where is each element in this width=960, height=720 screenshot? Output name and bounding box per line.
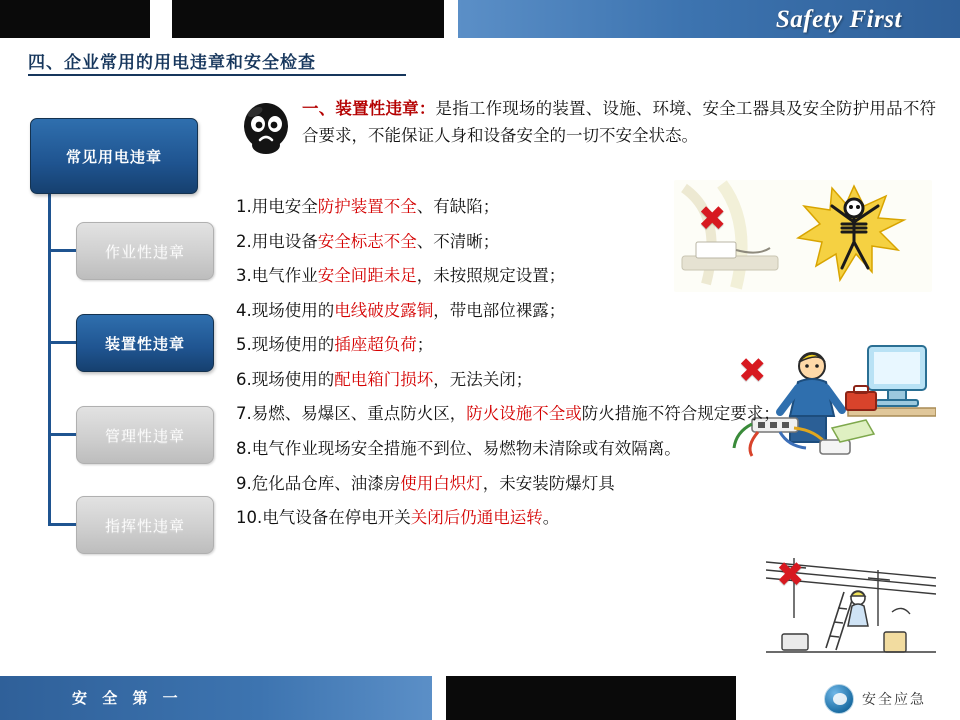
item-text-pre: 电气作业: [251, 266, 318, 286]
nav-connector-branch: [48, 523, 76, 526]
wechat-badge: [824, 684, 926, 714]
item-number: 4.: [236, 300, 252, 320]
nav-connector-branch: [48, 341, 76, 344]
item-text-post: ，带电部位裸露；: [433, 300, 566, 320]
nav-connector-branch: [48, 433, 76, 436]
page-title: 四、企业常用的用电违章和安全检查: [28, 53, 316, 73]
item-text-pre: 现场使用的: [251, 300, 335, 320]
item-number: 3.: [236, 266, 252, 286]
item-text-pre: 现场使用的: [251, 335, 335, 355]
cross-mark-icon: ✖: [698, 199, 727, 239]
footer-gap: [432, 676, 446, 720]
sidebar-item-management[interactable]: [76, 406, 214, 464]
header-gap-one: [150, 0, 172, 38]
item-text-highlight: 安全标志不全: [317, 231, 417, 251]
item-text-pre: 现场使用的: [251, 369, 335, 389]
wechat-label: 安全应急: [862, 692, 926, 708]
page-footer: [0, 676, 960, 720]
item-number: 6.: [236, 369, 252, 389]
intro-paragraph: [302, 96, 936, 149]
item-text-pre: 用电设备: [251, 231, 318, 251]
item-text-post: 防火措施不符合规定要求；: [581, 404, 780, 424]
item-number: 1.: [236, 197, 252, 216]
skull-icon: [238, 100, 294, 156]
sidebar-item-label: 常见用电违章: [65, 147, 162, 166]
list-item: [236, 298, 756, 324]
sidebar-item-operational[interactable]: [76, 222, 214, 280]
item-text-post: 、有缺陷；: [416, 197, 500, 216]
item-text-highlight: 电线破皮露铜: [334, 300, 434, 320]
header-title: Safety First: [775, 6, 902, 33]
item-number: 2.: [236, 231, 252, 251]
item-number: 10.: [236, 508, 263, 528]
item-text-highlight: 防火设施不全或: [466, 404, 582, 424]
item-text-highlight: 关闭后仍通电运转: [410, 508, 543, 528]
intro-body: 是指工作现场的装置、设施、环境、安全工器具及安全防护用品不符合要求，不能保证人身和设备安全的一切不安全状态。: [302, 99, 937, 145]
list-item: [236, 229, 716, 255]
list-item: [236, 505, 756, 531]
item-text-pre: 用电安全: [251, 197, 318, 216]
header-block-mid: [172, 0, 444, 38]
list-item: [236, 367, 756, 393]
item-number: 8.: [236, 438, 252, 458]
sidebar-item-label: 作业性违章: [104, 242, 185, 261]
sidebar-item-command[interactable]: [76, 496, 214, 554]
item-text-pre: 电气作业现场安全措施不到位、易燃物未清除或有效隔离。: [251, 438, 681, 458]
item-text-post: ；: [416, 335, 434, 355]
item-text-post: 。: [542, 508, 560, 528]
violation-list: [236, 194, 936, 540]
main-content: [236, 92, 936, 672]
cross-mark-icon: ✖: [776, 555, 805, 595]
item-text-highlight: 插座超负荷: [334, 335, 417, 355]
list-item: [236, 263, 756, 289]
header-gap-two: [444, 0, 458, 38]
list-item: [236, 194, 716, 220]
page-title-underline: [28, 74, 406, 76]
footer-slogan: 安 全 第 一: [72, 689, 183, 707]
item-text-post: 、不清晰；: [416, 231, 500, 251]
sidebar-item-label: 装置性违章: [104, 334, 185, 353]
list-item: [236, 471, 756, 497]
nav-connector-spine: [48, 194, 51, 525]
item-text-post: ，无法关闭；: [433, 369, 533, 389]
item-text-pre: 电气设备在停电开关: [262, 508, 411, 528]
item-text-highlight: 使用白炽灯: [400, 473, 483, 493]
item-text-highlight: 防护装置不全: [317, 197, 417, 216]
nav-connector-branch: [48, 249, 76, 252]
item-number: 5.: [236, 335, 252, 355]
item-text-pre: 易燃、易爆区、重点防火区，: [251, 404, 467, 424]
sidebar-item-label: 管理性违章: [104, 426, 185, 445]
list-item: [236, 436, 936, 462]
sidebar-nav: [26, 118, 226, 558]
intro-lead: 一、装置性违章：: [302, 99, 436, 118]
sidebar-item-label: 指挥性违章: [104, 516, 185, 535]
sidebar-item-root[interactable]: [30, 118, 198, 194]
item-text-highlight: 配电箱门损坏: [334, 369, 434, 389]
item-text-post: ，未安装防爆灯具: [482, 473, 615, 493]
avatar: [824, 684, 854, 714]
list-item: [236, 332, 716, 358]
list-item: [236, 401, 936, 427]
item-text-highlight: 安全间距未足: [317, 266, 417, 286]
footer-black-band: [446, 676, 736, 720]
header-block-left: [0, 0, 150, 38]
item-text-pre: 危化品仓库、油漆房: [251, 473, 401, 493]
cross-mark-icon: ✖: [738, 351, 767, 391]
sidebar-item-equipment[interactable]: [76, 314, 214, 372]
footer-blue-band: [0, 676, 432, 720]
item-number: 7.: [236, 404, 252, 424]
item-text-post: ，未按照规定设置；: [416, 266, 566, 286]
item-number: 9.: [236, 473, 252, 493]
page-header: [0, 0, 960, 38]
